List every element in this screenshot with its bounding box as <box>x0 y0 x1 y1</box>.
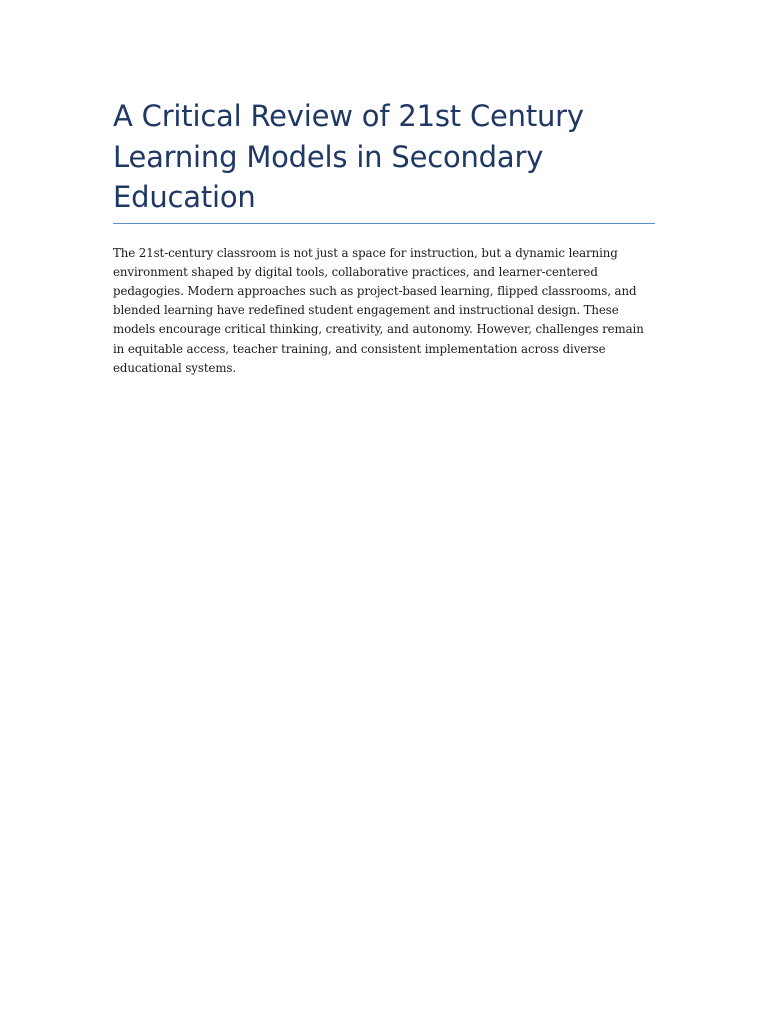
document-title: A Critical Review of 21st Century Learning Models in Secondary Education <box>113 99 584 214</box>
document-content <box>113 96 655 378</box>
body-paragraph: The 21st-century classroom is not just a space for instruction, but a dynamic learning environment shaped by digital tools, collaborative practices, and learner-centered pedagogies. Modern approaches such as project-based learning, flipped classrooms, and blended learning have redefined student engagement and instructional design. These models encourage critical thinking, creativity, and autonomy. However, challenges remain in equitable access, teacher training, and consistent implementation across diverse educational systems. <box>113 245 644 375</box>
title-underline-divider <box>113 223 655 224</box>
